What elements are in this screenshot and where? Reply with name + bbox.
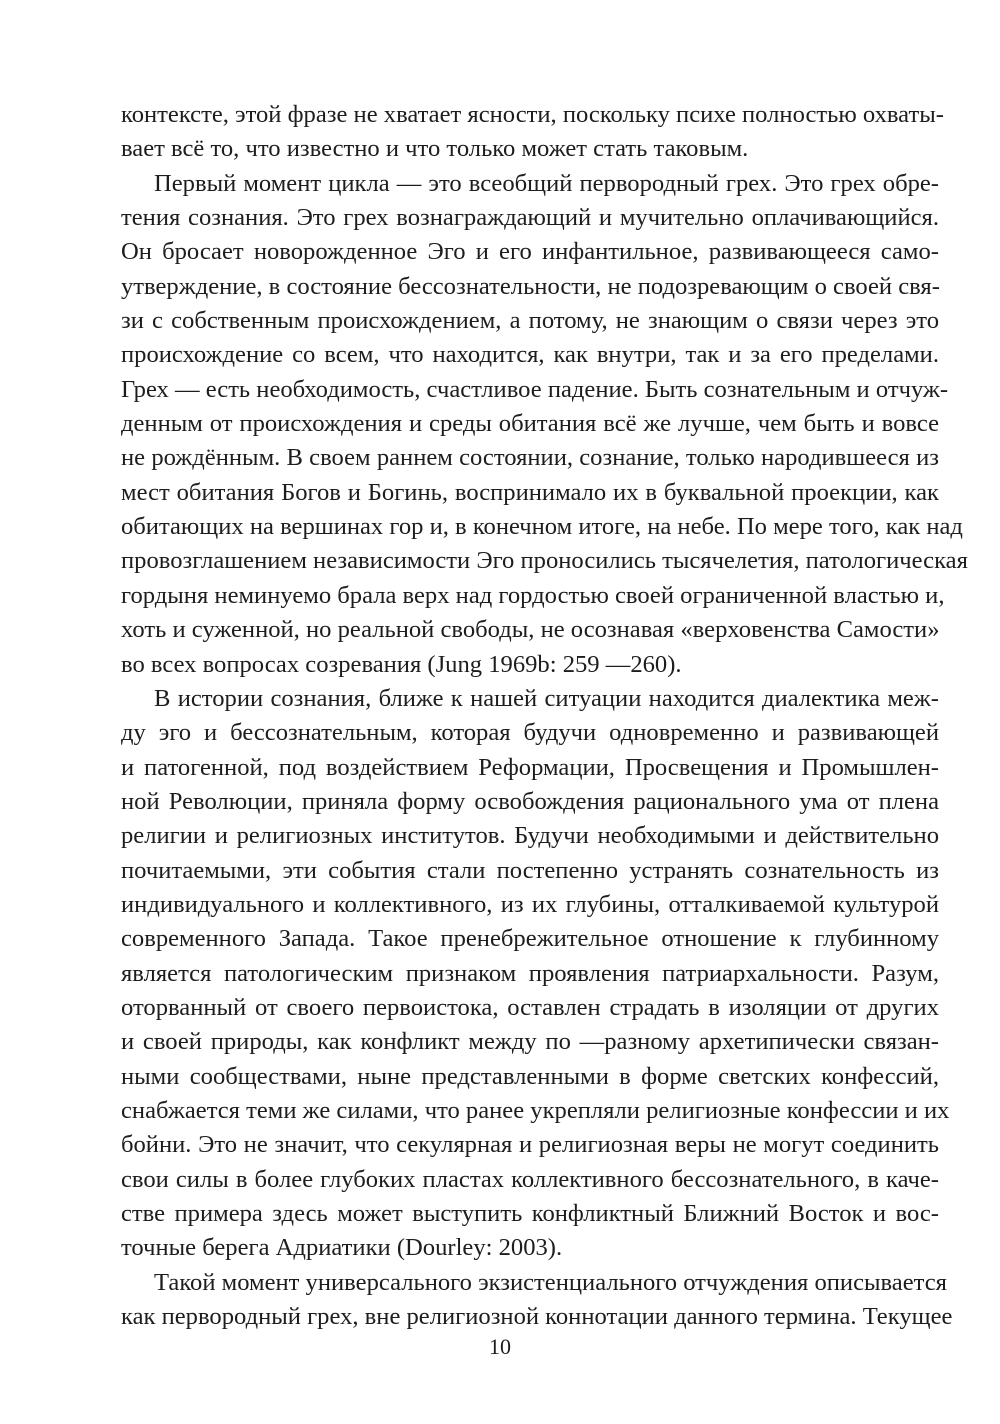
text-line: ными сообществами, ныне представленными в форме светских конфессий, — [121, 1062, 939, 1090]
body-text — [121, 98, 968, 1334]
text-line: Первый момент цикла — это всеобщий первородный грех. Это грех обре- — [154, 169, 939, 197]
text-line: точные берега Адриатики (Dourley: 2003). — [121, 1234, 563, 1262]
text-line: современного Запада. Такое пренебрежительное отношение к глубинному — [121, 925, 939, 953]
text-line: мест обитания Богов и Богинь, воспринимало их в буквальной проекции, как — [121, 478, 939, 506]
text-line: не рождённым. В своем раннем состоянии, сознание, только народившееся из — [121, 444, 939, 472]
text-line: зи с собственным происхождением, а потому, не знающим о связи через это — [121, 307, 939, 335]
text-line: и своей природы, как конфликт между по —разному архетипически связан- — [121, 1028, 939, 1056]
text-line: религии и религиозных институтов. Будучи необходимыми и действительно — [121, 822, 939, 850]
text-line: Грех — есть необходимость, счастливое падение. Быть сознательным и отчуж- — [121, 375, 949, 403]
text-line: утверждение, в состояние бессознательности, не подозревающим о своей свя- — [121, 272, 940, 300]
text-line: снабжается теми же силами, что ранее укрепляли религиозные конфессии и их — [121, 1096, 950, 1124]
text-line: бойни. Это не значит, что секулярная и религиозная веры не могут соединить — [121, 1131, 939, 1159]
text-line: обитающих на вершинах гор и, в конечном итоге, на небе. По мере того, как над — [121, 513, 963, 541]
text-line: во всех вопросах созревания (Jung 1969b: 259 —260). — [121, 650, 682, 678]
text-line: оторванный от своего первоистока, оставлен страдать в изоляции от других — [121, 993, 939, 1021]
text-line: ду эго и бессознательным, которая будучи одновременно и развивающей — [121, 719, 939, 747]
text-line: Он бросает новорожденное Эго и его инфантильное, развивающееся само- — [121, 238, 939, 266]
text-line: гордыня неминуемо брала верх над гордостью своей ограниченной властью и, — [121, 581, 945, 609]
text-line: хоть и суженной, но реальной свободы, не осознавая «верховенства Самости» — [121, 616, 940, 644]
text-line: почитаемыми, эти события стали постепенно устранять сознательность из — [121, 856, 939, 884]
text-line: денным от происхождения и среды обитания всё же лучше, чем быть и вовсе — [121, 410, 939, 438]
text-line: ной Революции, приняла форму освобождения рационального ума от плена — [121, 787, 939, 815]
text-line: контексте, этой фразе не хватает ясности, поскольку психе полностью охваты- — [121, 101, 944, 128]
text-line: является патологическим признаком проявления патриархальности. Разум, — [121, 959, 939, 987]
text-line: провозглашением независимости Эго проносились тысячелетия, патологическая — [121, 547, 968, 575]
text-line: Такой момент универсального экзистенциального отчуждения описывается — [154, 1268, 947, 1296]
text-line: тения сознания. Это грех вознаграждающий и мучительно оплачивающийся. — [121, 204, 939, 232]
text-line: индивидуального и коллективного, из их глубины, отталкиваемой культурой — [121, 890, 939, 918]
page-number: 10 — [489, 1334, 511, 1359]
text-line: свои силы в более глубоких пластах коллективного бессознательного, в каче- — [121, 1165, 939, 1193]
text-line: В истории сознания, ближе к нашей ситуации находится диалектика меж- — [154, 684, 939, 712]
text-line: стве примера здесь может выступить конфликтный Ближний Восток и вос- — [121, 1200, 939, 1227]
text-line: происхождение со всем, что находится, как внутри, так и за его пределами. — [121, 341, 939, 369]
text-line: вает всё то, что известно и что только может стать таковым. — [121, 135, 749, 163]
text-line: и патогенной, под воздействием Реформации, Просвещения и Промышлен- — [121, 753, 939, 781]
text-line: как первородный грех, вне религиозной коннотации данного термина. Текущее — [121, 1303, 953, 1331]
